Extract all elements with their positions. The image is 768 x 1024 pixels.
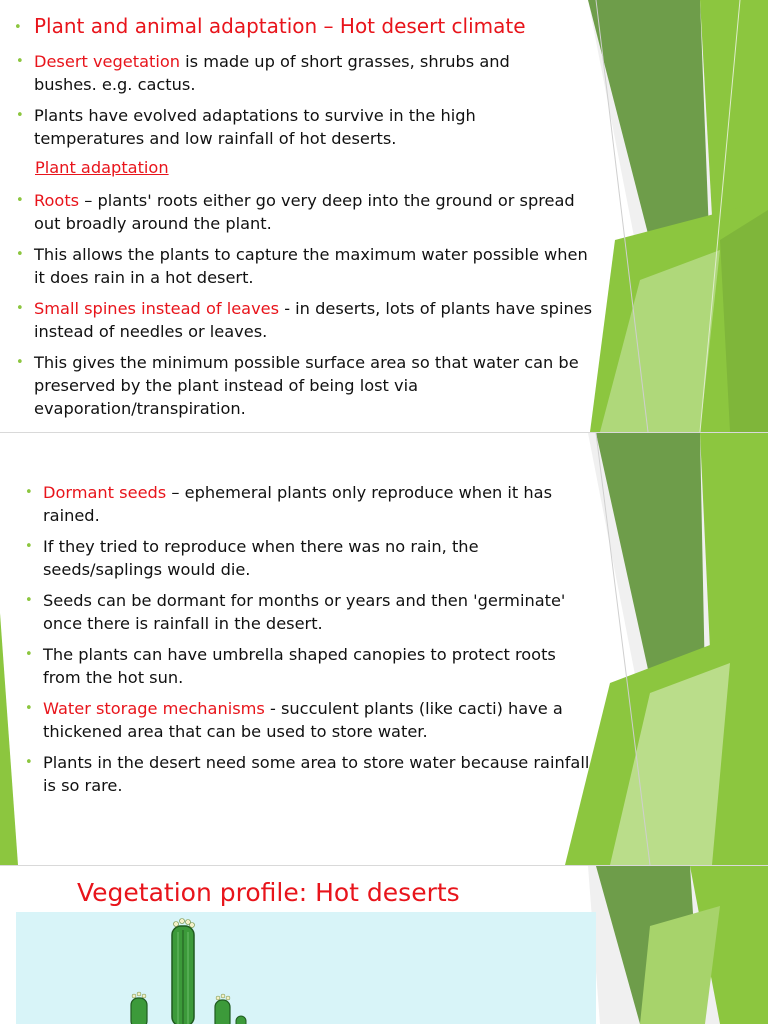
- bullet-item: [34, 189, 594, 235]
- highlight-term: Small spines instead of leaves: [34, 299, 280, 318]
- slide-2: [0, 433, 768, 865]
- highlight-term: Roots: [34, 191, 80, 210]
- highlight-term: Dormant seeds: [43, 483, 167, 502]
- bullet-text: - in deserts, lots of plants have spines instead of needles or leaves.: [34, 299, 593, 341]
- bullet-item: [34, 50, 574, 96]
- bullet-text: If they tried to reproduce when there was no rain, the seeds/saplings would die.: [43, 537, 479, 579]
- bullet-item: [43, 535, 593, 581]
- slide-3-title: Vegetation profile: Hot deserts: [77, 878, 460, 907]
- bullet-item: [34, 243, 594, 289]
- title-bullet: •: [14, 20, 22, 35]
- bullet-text: – ephemeral plants only reproduce when it has rained.: [43, 483, 553, 525]
- subheading-plant-adaptation: Plant adaptation: [35, 158, 169, 177]
- bullet-text: Plants in the desert need some area to store water because rainfall is so rare.: [43, 753, 590, 795]
- bullet-text: Seeds can be dormant for months or years and then 'germinate' once there is rainfall in the desert.: [43, 591, 566, 633]
- bullet-text: The plants can have umbrella shaped canopies to protect roots from the hot sun.: [43, 645, 556, 687]
- bullet-text: Plants have evolved adaptations to survive in the high temperatures and low rainfall of hot deserts.: [34, 106, 476, 148]
- slide-1: [0, 0, 768, 432]
- bullet-item: [43, 643, 593, 689]
- slide-1-title: Plant and animal adaptation – Hot desert climate: [34, 14, 526, 38]
- bullet-list-intro: [34, 50, 574, 158]
- slide-3: [0, 866, 768, 1024]
- bullet-item: [43, 481, 593, 527]
- slide-divider: [0, 432, 768, 433]
- vegetation-profile-illustration: [16, 912, 596, 1024]
- bullet-item: [43, 589, 593, 635]
- bullet-list-adaptations: [34, 189, 594, 428]
- cactus-icon: [172, 919, 195, 1024]
- bullet-text: – plants' roots either go very deep into the ground or spread out broadly around the plant.: [34, 191, 575, 233]
- bullet-item: [43, 751, 593, 797]
- bullet-item: [34, 104, 574, 150]
- sky-background: [16, 912, 596, 1024]
- bullet-list-seeds: [43, 481, 593, 805]
- highlight-term: Desert vegetation: [34, 52, 181, 71]
- highlight-term: Water storage mechanisms: [43, 699, 265, 718]
- bullet-text: This allows the plants to capture the maximum water possible when it does rain in a hot desert.: [34, 245, 588, 287]
- bullet-text: - succulent plants (like cacti) have a thickened area that can be used to store water.: [43, 699, 563, 741]
- slide-divider: [0, 865, 768, 866]
- bullet-text: is made up of short grasses, shrubs and bushes. e.g. cactus.: [34, 52, 510, 94]
- deco-left-sliver: [0, 613, 18, 865]
- bullet-item: [43, 697, 593, 743]
- bullet-text: This gives the minimum possible surface area so that water can be preserved by the plant instead of being lost via evaporation/transpiration.: [34, 353, 579, 418]
- bullet-item: [34, 297, 594, 343]
- bullet-item: [34, 351, 594, 420]
